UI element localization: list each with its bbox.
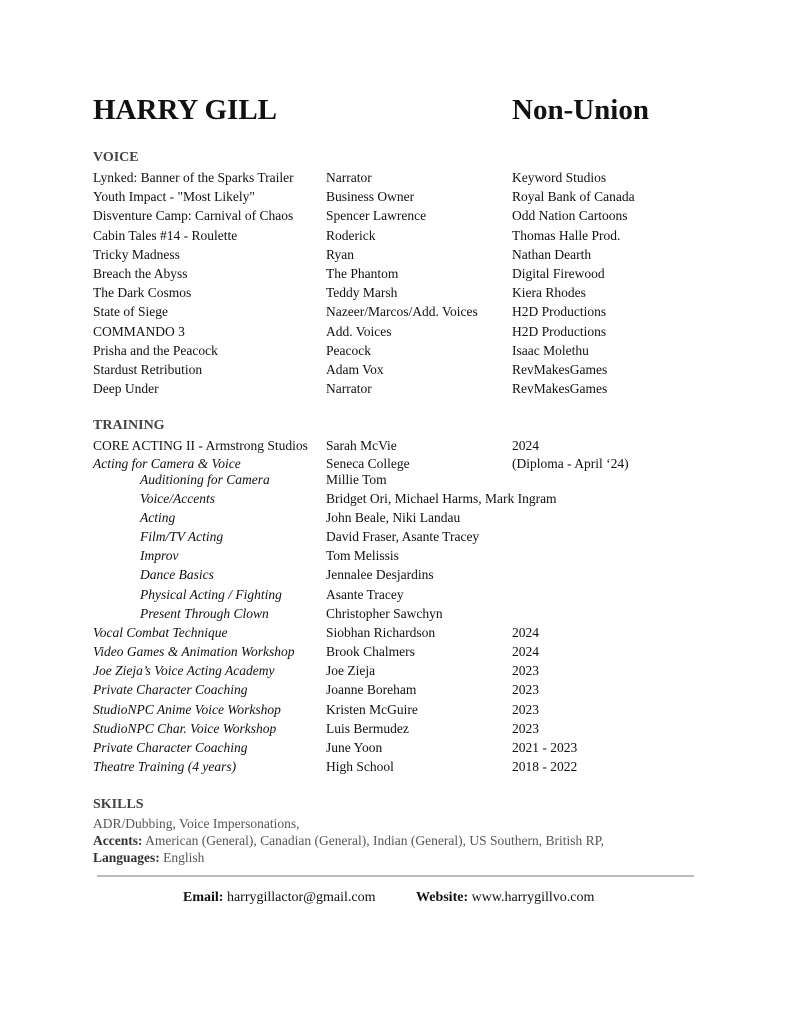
- accents-line: [93, 832, 604, 849]
- training-course: Joe Zieja’s Voice Acting Academy: [93, 663, 275, 678]
- credit-role: Nazeer/Marcos/Add. Voices: [326, 304, 478, 320]
- training-course: Voice/Accents: [140, 491, 215, 506]
- training-instructor: Brook Chalmers: [326, 644, 415, 659]
- training-year: 2023: [512, 721, 539, 736]
- credit-project: State of Siege: [93, 304, 168, 320]
- training-instructor: June Yoon: [326, 740, 383, 755]
- credit-role: Adam Vox: [326, 362, 384, 377]
- training-course: Physical Acting / Fighting: [140, 587, 282, 602]
- credit-project: Prisha and the Peacock: [93, 342, 218, 358]
- credit-project: Cabin Tales #14 - Roulette: [93, 227, 238, 243]
- training-instructor: Tom Melissis: [326, 548, 399, 563]
- credit-project: Youth Impact - "Most Likely": [93, 189, 255, 205]
- credit-role: The Phantom: [326, 266, 399, 281]
- training-instructor: Sarah McVie: [326, 438, 397, 453]
- training-year: 2024: [512, 438, 539, 453]
- training-instructor: Bridget Ori, Michael Harms, Mark Ingram: [326, 491, 557, 506]
- training-year: 2018 - 2022: [512, 759, 578, 774]
- email-contact: [183, 890, 376, 906]
- training-course: Present Through Clown: [140, 606, 269, 621]
- training-course: Acting for Camera & Voice: [93, 456, 241, 471]
- divider: [97, 875, 694, 877]
- credit-role: Spencer Lawrence: [326, 208, 427, 224]
- email-link[interactable]: harrygillactor@gmail.com: [223, 890, 376, 905]
- credit-company: Nathan Dearth: [512, 246, 592, 262]
- training-instructor: Christopher Sawchyn: [326, 606, 443, 621]
- training-course: Dance Basics: [140, 567, 214, 582]
- credit-company: H2D Productions: [512, 304, 607, 320]
- training-instructor: Asante Tracey: [326, 587, 404, 602]
- credit-company: Kiera Rhodes: [512, 285, 586, 301]
- credit-company: Odd Nation Cartoons: [512, 208, 628, 224]
- skills-heading: SKILLS: [93, 797, 144, 812]
- website-link[interactable]: www.harrygillvo.com: [468, 890, 595, 905]
- credit-role: Roderick: [326, 227, 376, 243]
- credit-project: Lynked: Banner of the Sparks Trailer: [93, 170, 294, 185]
- credit-project: Breach the Abyss: [93, 266, 188, 281]
- credit-company: RevMakesGames: [512, 362, 608, 377]
- training-course: Private Character Coaching: [93, 740, 248, 755]
- languages-label: Languages:: [93, 850, 160, 865]
- credit-role: Ryan: [326, 246, 354, 262]
- training-instructor: Jennalee Desjardins: [326, 567, 434, 582]
- training-year: 2023: [512, 702, 539, 717]
- training-course: Private Character Coaching: [93, 682, 248, 697]
- training-year: 2023: [512, 663, 539, 678]
- credit-project: Disventure Camp: Carnival of Chaos: [93, 208, 294, 224]
- voice-heading: VOICE: [93, 150, 139, 165]
- languages-line: [93, 849, 204, 866]
- actor-name: HARRY GILL: [93, 94, 278, 126]
- training-instructor: Luis Bermudez: [326, 721, 409, 736]
- credit-project: Deep Under: [93, 381, 159, 397]
- languages-value: English: [159, 850, 205, 865]
- training-instructor: Siobhan Richardson: [326, 625, 436, 640]
- training-instructor: Millie Tom: [326, 472, 387, 487]
- credit-role: Peacock: [326, 342, 371, 358]
- training-course: StudioNPC Anime Voice Workshop: [93, 702, 281, 717]
- credit-company: Isaac Molethu: [512, 342, 589, 358]
- training-course: Improv: [140, 548, 179, 563]
- credit-company: H2D Productions: [512, 323, 607, 339]
- accents-label: Accents:: [93, 833, 143, 848]
- credit-project: Stardust Retribution: [93, 362, 203, 377]
- training-instructor: Kristen McGuire: [326, 702, 418, 717]
- training-instructor: High School: [326, 759, 394, 774]
- training-year: 2021 - 2023: [512, 740, 578, 755]
- training-year: 2024: [512, 625, 539, 640]
- training-course: Auditioning for Camera: [140, 472, 270, 487]
- training-instructor: John Beale, Niki Landau: [326, 510, 461, 525]
- training-year: (Diploma - April ‘24): [512, 456, 629, 471]
- training-course: Film/TV Acting: [140, 529, 224, 544]
- training-course: Theatre Training (4 years): [93, 759, 237, 774]
- credit-role: Narrator: [326, 381, 372, 397]
- credit-company: Thomas Halle Prod.: [512, 227, 621, 243]
- credit-role: Add. Voices: [326, 323, 392, 339]
- website-label: Website:: [416, 890, 469, 905]
- credit-company: Royal Bank of Canada: [512, 189, 635, 205]
- training-instructor: Joanne Boreham: [326, 682, 417, 697]
- credit-project: Tricky Madness: [93, 246, 180, 262]
- training-course: Vocal Combat Technique: [93, 625, 228, 640]
- credit-project: COMMANDO 3: [93, 323, 185, 339]
- training-heading: TRAINING: [93, 418, 165, 433]
- training-year: 2023: [512, 682, 539, 697]
- credit-role: Teddy Marsh: [326, 285, 398, 301]
- training-year: 2024: [512, 644, 539, 659]
- credit-project: The Dark Cosmos: [93, 285, 192, 301]
- website-contact: [416, 890, 594, 906]
- training-instructor: Joe Zieja: [326, 663, 376, 678]
- credit-company: RevMakesGames: [512, 381, 608, 397]
- training-instructor: Seneca College: [326, 456, 410, 471]
- training-course: StudioNPC Char. Voice Workshop: [93, 721, 277, 736]
- credit-company: Keyword Studios: [512, 170, 607, 185]
- training-course: Acting: [140, 510, 176, 525]
- credit-company: Digital Firewood: [512, 266, 605, 281]
- email-label: Email:: [183, 890, 224, 905]
- union-status: Non-Union: [512, 94, 649, 126]
- training-instructor: David Fraser, Asante Tracey: [326, 529, 480, 544]
- training-course: CORE ACTING II - Armstrong Studios: [93, 438, 308, 453]
- training-course: Video Games & Animation Workshop: [93, 644, 295, 659]
- credit-role: Narrator: [326, 170, 372, 185]
- skills-line: ADR/Dubbing, Voice Impersonations,: [93, 816, 300, 831]
- credit-role: Business Owner: [326, 189, 415, 205]
- accents-value: American (General), Canadian (General), Indian (General), US Southern, British RP,: [142, 833, 604, 848]
